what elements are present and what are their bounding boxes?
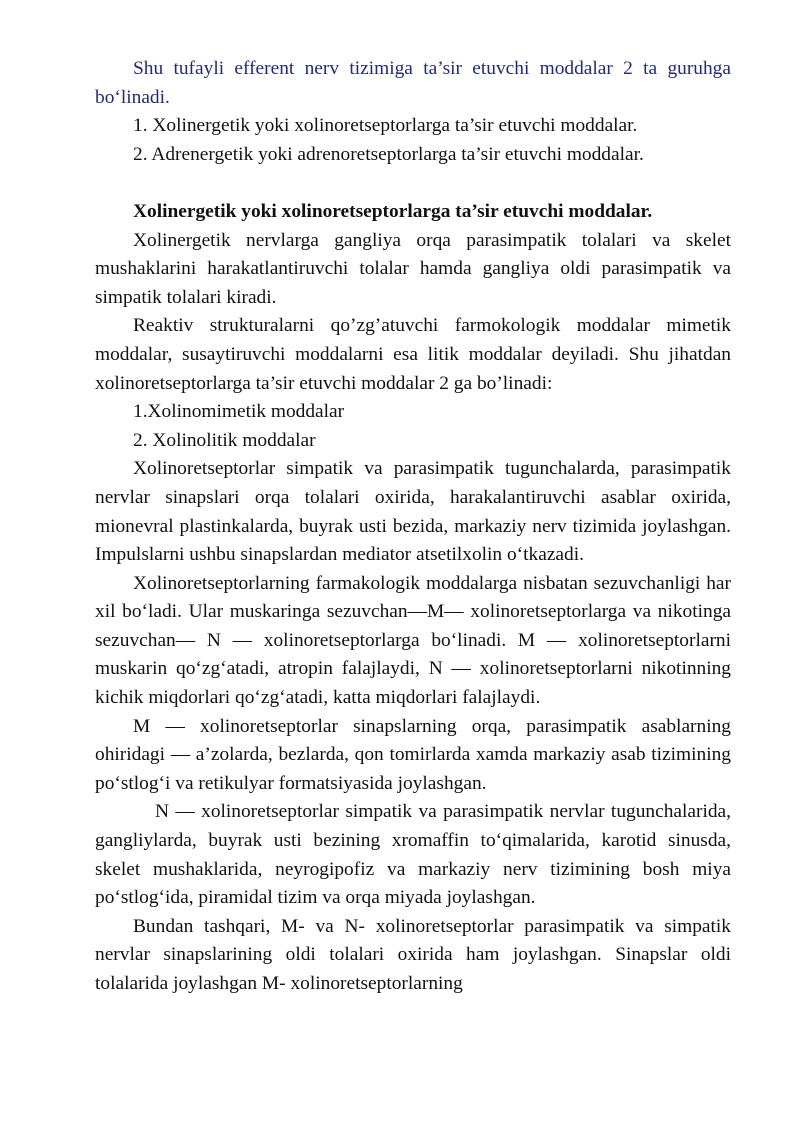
paragraph-nerves: Xolinergetik nervlarga gangliya orqa parasimpatik tolalari va skelet mushaklarini harakatlantiruvchi tolalar hamda gangliya oldi parasimpatik va simpatik tolalari kiradi. bbox=[95, 229, 731, 308]
paragraph-reactive: Reaktiv strukturalarni qo’zg’atuvchi farmokologik moddalar mimetik moddalar, susaytiruvchi moddalarni esa litik moddalar deyiladi. Shu jihatdan xolinoretseptorlarga ta’sir etuvchi moddalar 2 ga bo’linadi: bbox=[95, 315, 731, 394]
paragraph-m-receptors: M — xolinoretseptorlar sinapslarning orqa, parasimpatik asablarning ohiridagi — a’zolarda, bezlarda, qon tomirlarda xamda markaziy asab tizimining po‘stlog‘i va retikulyar formatsiyasida joylashgan. bbox=[95, 715, 731, 794]
intro-paragraph: Shu tufayli efferent nerv tizimiga ta’sir etuvchi moddalar 2 ta guruhga bo‘linadi. bbox=[95, 58, 731, 108]
paragraph-sensitivity: Xolinoretseptorlarning farmakologik moddalarga nisbatan sezuvchanligi har xil bo‘ladi. Ular muskaringa sezuvchan—M— xolinoretseptorlarga va nikotinga sezuvchan— N — xolinoretseptorlarga bo‘linadi. M — xolinoretseptorlarni muskarin qo‘zg‘atadi, atropin falajlaydi, N — xolinoretseptorlarni nikotinning kichik miqdorlari qo‘zg‘atadi, katta miqdorlari falajlaydi. bbox=[95, 572, 731, 709]
list-item-1: 1. Xolinergetik yoki xolinoretseptorlarga ta’sir etuvchi moddalar. bbox=[133, 115, 638, 137]
list-item-lytic: 2. Xolinolitik moddalar bbox=[133, 429, 316, 451]
paragraph-receptors: Xolinoretseptorlar simpatik va parasimpatik tugunchalarda, parasimpatik nervlar sinapslari orqa tolalari oxirida, harakalantiruvchi asablar oxirida, mionevral plastinkalarda, buyrak usti bezida, markaziy nerv tizimida joylashgan. Impulslarni ushbu sinapslardan mediator atsetilxolin o‘tkazadi. bbox=[95, 458, 731, 566]
list-item-mimetic: 1.Xolinomimetik moddalar bbox=[133, 401, 345, 423]
section-heading: Xolinergetik yoki xolinoretseptorlarga ta’sir etuvchi moddalar. bbox=[133, 200, 653, 222]
list-item-2: 2. Adrenergetik yoki adrenoretseptorlarga ta’sir etuvchi moddalar. bbox=[133, 143, 644, 165]
paragraph-n-receptors: N — xolinoretseptorlar simpatik va parasimpatik nervlar tugunchalarida, gangliylarda, buyrak usti bezining xromaffin to‘qimalarida, karotid sinusda, skelet mushaklarida, neyrogipofiz va markaziy nerv tizimining bosh miya po‘stlog‘ida, piramidal tizim va orqa miyada joylashgan. bbox=[95, 801, 731, 909]
paragraph-additional: Bundan tashqari, M- va N- xolinoretseptorlar parasimpatik va simpatik nervlar sinapslarining oldi tolalari oxirida ham joylashgan. Sinapslar oldi tolalarida joylashgan M- xolinoretseptorlarning bbox=[95, 915, 731, 994]
